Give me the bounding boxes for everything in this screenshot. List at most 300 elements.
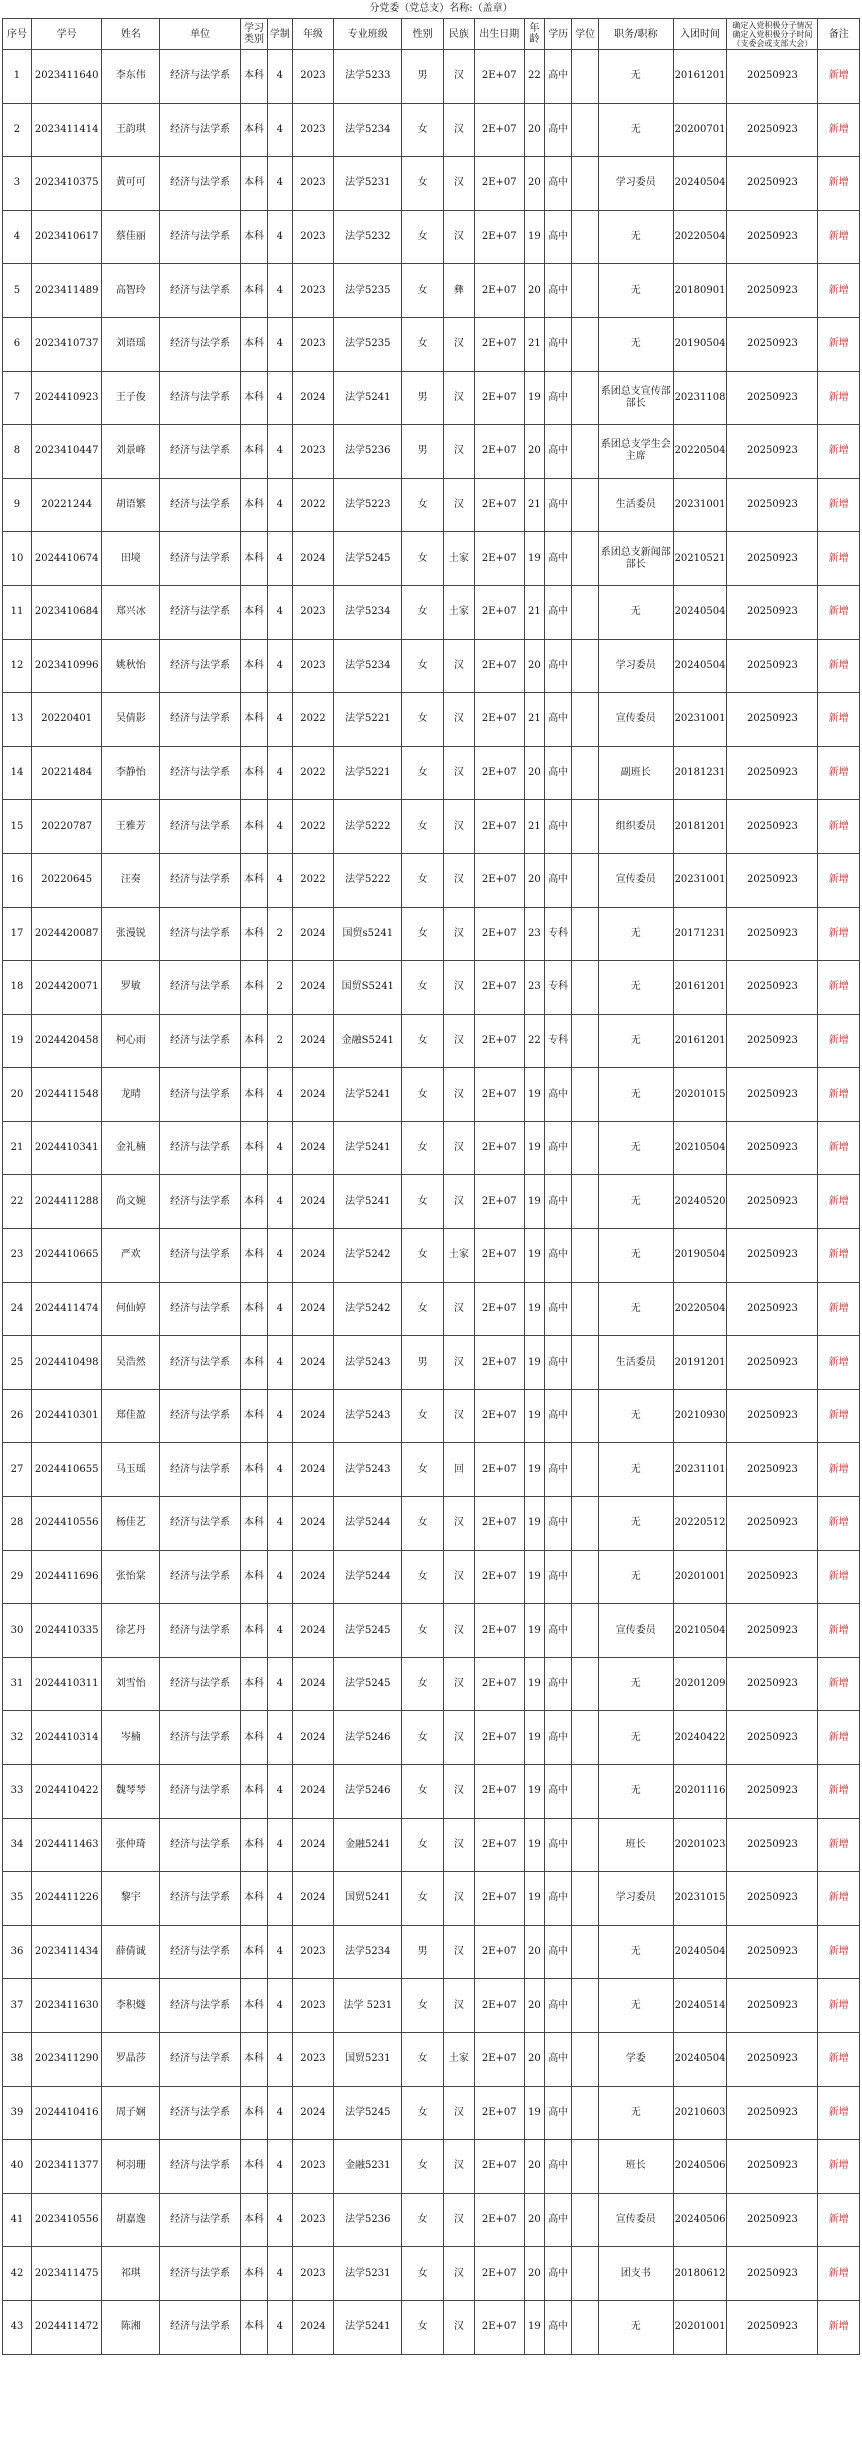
cell-ethnicity: 汉 bbox=[443, 478, 474, 532]
cell-ethnicity: 汉 bbox=[443, 1765, 474, 1819]
cell-student-id: 2024410335 bbox=[31, 1604, 101, 1658]
cell-student-id: 2024411226 bbox=[31, 1872, 101, 1926]
cell-duration: 4 bbox=[267, 746, 292, 800]
cell-league-date: 20190504 bbox=[673, 1229, 727, 1283]
cell-education: 高中 bbox=[545, 2300, 572, 2354]
col-header-name: 姓名 bbox=[102, 19, 160, 50]
cell-duration: 4 bbox=[267, 1229, 292, 1283]
cell-grade: 2024 bbox=[292, 907, 333, 961]
cell-remark: 新增 bbox=[818, 1336, 860, 1390]
cell-degree bbox=[572, 1497, 599, 1551]
cell-class: 法学5245 bbox=[334, 1657, 402, 1711]
cell-remark: 新增 bbox=[818, 1872, 860, 1926]
table-row bbox=[3, 532, 860, 586]
cell-birthdate: 2E+07 bbox=[474, 478, 524, 532]
cell-index: 32 bbox=[3, 1711, 32, 1765]
cell-ethnicity: 汉 bbox=[443, 157, 474, 211]
cell-ethnicity: 彝 bbox=[443, 264, 474, 318]
cell-degree bbox=[572, 425, 599, 479]
cell-degree bbox=[572, 693, 599, 747]
cell-ethnicity: 土家 bbox=[443, 585, 474, 639]
cell-position: 无 bbox=[599, 2300, 674, 2354]
cell-study-type: 本科 bbox=[241, 585, 268, 639]
cell-degree bbox=[572, 317, 599, 371]
cell-degree bbox=[572, 50, 599, 104]
cell-remark: 新增 bbox=[818, 2140, 860, 2194]
cell-ethnicity: 汉 bbox=[443, 1657, 474, 1711]
cell-age: 20 bbox=[524, 2032, 545, 2086]
cell-remark: 新增 bbox=[818, 1818, 860, 1872]
cell-name: 黎宇 bbox=[102, 1872, 160, 1926]
cell-education: 高中 bbox=[545, 1550, 572, 1604]
cell-age: 22 bbox=[524, 1014, 545, 1068]
cell-position: 宣传委员 bbox=[599, 853, 674, 907]
cell-grade: 2024 bbox=[292, 1765, 333, 1819]
cell-ethnicity: 汉 bbox=[443, 2086, 474, 2140]
cell-age: 23 bbox=[524, 907, 545, 961]
cell-remark: 新增 bbox=[818, 585, 860, 639]
cell-student-id: 20221484 bbox=[31, 746, 101, 800]
cell-duration: 4 bbox=[267, 425, 292, 479]
cell-class: 法学5232 bbox=[334, 210, 402, 264]
cell-ethnicity: 回 bbox=[443, 1443, 474, 1497]
cell-grade: 2023 bbox=[292, 585, 333, 639]
cell-grade: 2024 bbox=[292, 1014, 333, 1068]
table-row bbox=[3, 1979, 860, 2033]
cell-age: 19 bbox=[524, 1068, 545, 1122]
cell-class: 法学5244 bbox=[334, 1497, 402, 1551]
cell-age: 19 bbox=[524, 1872, 545, 1926]
cell-index: 3 bbox=[3, 157, 32, 211]
cell-student-id: 2023411414 bbox=[31, 103, 101, 157]
cell-birthdate: 2E+07 bbox=[474, 907, 524, 961]
cell-gender: 女 bbox=[402, 210, 443, 264]
cell-duration: 4 bbox=[267, 693, 292, 747]
cell-degree bbox=[572, 746, 599, 800]
cell-remark: 新增 bbox=[818, 1389, 860, 1443]
cell-index: 10 bbox=[3, 532, 32, 586]
cell-education: 高中 bbox=[545, 1068, 572, 1122]
cell-unit: 经济与法学系 bbox=[160, 1336, 241, 1390]
cell-student-id: 2023410556 bbox=[31, 2193, 101, 2247]
cell-index: 43 bbox=[3, 2300, 32, 2354]
cell-ethnicity: 汉 bbox=[443, 800, 474, 854]
cell-grade: 2023 bbox=[292, 1979, 333, 2033]
cell-grade: 2023 bbox=[292, 103, 333, 157]
cell-degree bbox=[572, 907, 599, 961]
cell-age: 21 bbox=[524, 478, 545, 532]
cell-grade: 2024 bbox=[292, 1550, 333, 1604]
table-row bbox=[3, 800, 860, 854]
cell-birthdate: 2E+07 bbox=[474, 264, 524, 318]
cell-grade: 2024 bbox=[292, 532, 333, 586]
cell-class: 法学5246 bbox=[334, 1765, 402, 1819]
cell-education: 高中 bbox=[545, 1657, 572, 1711]
cell-unit: 经济与法学系 bbox=[160, 693, 241, 747]
cell-activist-date: 20250923 bbox=[727, 2300, 818, 2354]
cell-student-id: 2024411288 bbox=[31, 1175, 101, 1229]
cell-index: 42 bbox=[3, 2247, 32, 2301]
cell-league-date: 20220504 bbox=[673, 1282, 727, 1336]
cell-position: 无 bbox=[599, 1443, 674, 1497]
cell-ethnicity: 汉 bbox=[443, 103, 474, 157]
cell-education: 高中 bbox=[545, 1818, 572, 1872]
cell-name: 王韵琪 bbox=[102, 103, 160, 157]
cell-birthdate: 2E+07 bbox=[474, 1818, 524, 1872]
cell-student-id: 2023410684 bbox=[31, 585, 101, 639]
cell-position: 无 bbox=[599, 1068, 674, 1122]
cell-class: 法学5236 bbox=[334, 2193, 402, 2247]
table-header-row bbox=[3, 19, 860, 50]
col-header-gender: 性别 bbox=[402, 19, 443, 50]
cell-study-type: 本科 bbox=[241, 264, 268, 318]
cell-age: 20 bbox=[524, 1925, 545, 1979]
cell-activist-date: 20250923 bbox=[727, 1872, 818, 1926]
cell-ethnicity: 汉 bbox=[443, 1550, 474, 1604]
cell-gender: 男 bbox=[402, 425, 443, 479]
cell-birthdate: 2E+07 bbox=[474, 1497, 524, 1551]
cell-remark: 新增 bbox=[818, 425, 860, 479]
cell-gender: 女 bbox=[402, 2032, 443, 2086]
table-row bbox=[3, 1925, 860, 1979]
cell-grade: 2023 bbox=[292, 639, 333, 693]
cell-league-date: 20210930 bbox=[673, 1389, 727, 1443]
cell-position: 学习委员 bbox=[599, 1872, 674, 1926]
cell-remark: 新增 bbox=[818, 800, 860, 854]
cell-birthdate: 2E+07 bbox=[474, 103, 524, 157]
cell-position: 系团总支学生会主席 bbox=[599, 425, 674, 479]
cell-league-date: 20240504 bbox=[673, 157, 727, 211]
cell-gender: 女 bbox=[402, 1550, 443, 1604]
cell-education: 高中 bbox=[545, 157, 572, 211]
cell-duration: 4 bbox=[267, 639, 292, 693]
cell-education: 高中 bbox=[545, 1282, 572, 1336]
table-row bbox=[3, 1550, 860, 1604]
cell-name: 岑楠 bbox=[102, 1711, 160, 1765]
cell-duration: 4 bbox=[267, 2193, 292, 2247]
cell-position: 班长 bbox=[599, 1818, 674, 1872]
cell-position: 生活委员 bbox=[599, 478, 674, 532]
cell-duration: 4 bbox=[267, 1068, 292, 1122]
cell-study-type: 本科 bbox=[241, 2032, 268, 2086]
cell-ethnicity: 汉 bbox=[443, 1068, 474, 1122]
cell-activist-date: 20250923 bbox=[727, 1443, 818, 1497]
cell-activist-date: 20250923 bbox=[727, 1229, 818, 1283]
cell-student-id: 2023410737 bbox=[31, 317, 101, 371]
cell-degree bbox=[572, 2247, 599, 2301]
cell-gender: 女 bbox=[402, 532, 443, 586]
table-row bbox=[3, 639, 860, 693]
cell-name: 胡嘉逸 bbox=[102, 2193, 160, 2247]
cell-duration: 4 bbox=[267, 1818, 292, 1872]
cell-ethnicity: 汉 bbox=[443, 2300, 474, 2354]
cell-class: 法学5241 bbox=[334, 2300, 402, 2354]
cell-league-date: 20210504 bbox=[673, 1604, 727, 1658]
cell-name: 李东伟 bbox=[102, 50, 160, 104]
cell-education: 高中 bbox=[545, 585, 572, 639]
cell-position: 系团总支新闻部部长 bbox=[599, 532, 674, 586]
cell-position: 无 bbox=[599, 210, 674, 264]
cell-index: 8 bbox=[3, 425, 32, 479]
cell-position: 无 bbox=[599, 317, 674, 371]
table-row bbox=[3, 961, 860, 1015]
cell-name: 薛倩诚 bbox=[102, 1925, 160, 1979]
cell-student-id: 2024410556 bbox=[31, 1497, 101, 1551]
cell-position: 组织委员 bbox=[599, 800, 674, 854]
table-row bbox=[3, 478, 860, 532]
cell-index: 27 bbox=[3, 1443, 32, 1497]
cell-position: 无 bbox=[599, 1657, 674, 1711]
cell-study-type: 本科 bbox=[241, 961, 268, 1015]
cell-unit: 经济与法学系 bbox=[160, 264, 241, 318]
cell-unit: 经济与法学系 bbox=[160, 103, 241, 157]
cell-grade: 2023 bbox=[292, 425, 333, 479]
cell-gender: 女 bbox=[402, 264, 443, 318]
cell-class: 法学 5231 bbox=[334, 1979, 402, 2033]
cell-grade: 2024 bbox=[292, 961, 333, 1015]
cell-age: 20 bbox=[524, 2247, 545, 2301]
cell-degree bbox=[572, 1175, 599, 1229]
cell-activist-date: 20250923 bbox=[727, 2193, 818, 2247]
cell-study-type: 本科 bbox=[241, 1068, 268, 1122]
cell-duration: 4 bbox=[267, 317, 292, 371]
cell-degree bbox=[572, 1765, 599, 1819]
table-row bbox=[3, 425, 860, 479]
col-header-grade: 年级 bbox=[292, 19, 333, 50]
cell-duration: 4 bbox=[267, 1282, 292, 1336]
cell-age: 19 bbox=[524, 1282, 545, 1336]
cell-position: 无 bbox=[599, 1014, 674, 1068]
cell-class: 法学5222 bbox=[334, 800, 402, 854]
cell-student-id: 2024410674 bbox=[31, 532, 101, 586]
cell-degree bbox=[572, 2300, 599, 2354]
cell-league-date: 20201023 bbox=[673, 1818, 727, 1872]
cell-index: 21 bbox=[3, 1121, 32, 1175]
cell-education: 高中 bbox=[545, 746, 572, 800]
cell-league-date: 20240506 bbox=[673, 2193, 727, 2247]
cell-position: 无 bbox=[599, 1979, 674, 2033]
cell-name: 柯心雨 bbox=[102, 1014, 160, 1068]
cell-education: 高中 bbox=[545, 532, 572, 586]
cell-age: 19 bbox=[524, 1389, 545, 1443]
cell-grade: 2022 bbox=[292, 800, 333, 854]
cell-class: 法学5231 bbox=[334, 2247, 402, 2301]
cell-activist-date: 20250923 bbox=[727, 1389, 818, 1443]
cell-gender: 女 bbox=[402, 157, 443, 211]
cell-activist-date: 20250923 bbox=[727, 1925, 818, 1979]
cell-class: 法学5245 bbox=[334, 1604, 402, 1658]
cell-age: 19 bbox=[524, 1229, 545, 1283]
cell-birthdate: 2E+07 bbox=[474, 639, 524, 693]
cell-ethnicity: 土家 bbox=[443, 2032, 474, 2086]
cell-education: 高中 bbox=[545, 478, 572, 532]
cell-duration: 4 bbox=[267, 2032, 292, 2086]
cell-degree bbox=[572, 2193, 599, 2247]
cell-index: 25 bbox=[3, 1336, 32, 1390]
cell-position: 无 bbox=[599, 103, 674, 157]
cell-student-id: 2024410416 bbox=[31, 2086, 101, 2140]
cell-birthdate: 2E+07 bbox=[474, 2193, 524, 2247]
cell-birthdate: 2E+07 bbox=[474, 693, 524, 747]
cell-name: 蔡佳丽 bbox=[102, 210, 160, 264]
table-row bbox=[3, 2300, 860, 2354]
cell-grade: 2023 bbox=[292, 317, 333, 371]
cell-index: 37 bbox=[3, 1979, 32, 2033]
cell-unit: 经济与法学系 bbox=[160, 1014, 241, 1068]
cell-name: 胡语繁 bbox=[102, 478, 160, 532]
cell-index: 38 bbox=[3, 2032, 32, 2086]
cell-degree bbox=[572, 2140, 599, 2194]
cell-position: 无 bbox=[599, 1711, 674, 1765]
cell-grade: 2024 bbox=[292, 1068, 333, 1122]
cell-education: 高中 bbox=[545, 1175, 572, 1229]
cell-degree bbox=[572, 800, 599, 854]
cell-name: 吴倩影 bbox=[102, 693, 160, 747]
cell-ethnicity: 汉 bbox=[443, 1711, 474, 1765]
cell-remark: 新增 bbox=[818, 1497, 860, 1551]
cell-index: 26 bbox=[3, 1389, 32, 1443]
cell-class: 国贸S5241 bbox=[334, 961, 402, 1015]
col-header-degree: 学位 bbox=[572, 19, 599, 50]
cell-study-type: 本科 bbox=[241, 1657, 268, 1711]
table-row bbox=[3, 2032, 860, 2086]
cell-unit: 经济与法学系 bbox=[160, 2247, 241, 2301]
cell-position: 无 bbox=[599, 1765, 674, 1819]
cell-league-date: 20231108 bbox=[673, 371, 727, 425]
cell-degree bbox=[572, 532, 599, 586]
cell-activist-date: 20250923 bbox=[727, 532, 818, 586]
cell-student-id: 2023410617 bbox=[31, 210, 101, 264]
table-row bbox=[3, 157, 860, 211]
cell-index: 9 bbox=[3, 478, 32, 532]
cell-activist-date: 20250923 bbox=[727, 1014, 818, 1068]
cell-student-id: 2023410447 bbox=[31, 425, 101, 479]
cell-birthdate: 2E+07 bbox=[474, 1282, 524, 1336]
cell-gender: 女 bbox=[402, 1872, 443, 1926]
cell-remark: 新增 bbox=[818, 1711, 860, 1765]
cell-index: 40 bbox=[3, 2140, 32, 2194]
cell-grade: 2023 bbox=[292, 2193, 333, 2247]
cell-league-date: 20220504 bbox=[673, 425, 727, 479]
cell-study-type: 本科 bbox=[241, 1497, 268, 1551]
cell-education: 高中 bbox=[545, 2086, 572, 2140]
cell-remark: 新增 bbox=[818, 1979, 860, 2033]
cell-degree bbox=[572, 1229, 599, 1283]
cell-age: 19 bbox=[524, 1604, 545, 1658]
cell-birthdate: 2E+07 bbox=[474, 210, 524, 264]
cell-grade: 2023 bbox=[292, 210, 333, 264]
cell-index: 15 bbox=[3, 800, 32, 854]
table-row bbox=[3, 1229, 860, 1283]
cell-unit: 经济与法学系 bbox=[160, 50, 241, 104]
cell-study-type: 本科 bbox=[241, 2300, 268, 2354]
cell-grade: 2024 bbox=[292, 1336, 333, 1390]
cell-age: 19 bbox=[524, 210, 545, 264]
cell-ethnicity: 汉 bbox=[443, 1497, 474, 1551]
cell-unit: 经济与法学系 bbox=[160, 1068, 241, 1122]
cell-ethnicity: 汉 bbox=[443, 1336, 474, 1390]
cell-activist-date: 20250923 bbox=[727, 1657, 818, 1711]
cell-age: 20 bbox=[524, 2193, 545, 2247]
cell-birthdate: 2E+07 bbox=[474, 1711, 524, 1765]
cell-ethnicity: 汉 bbox=[443, 639, 474, 693]
cell-age: 21 bbox=[524, 693, 545, 747]
cell-unit: 经济与法学系 bbox=[160, 1979, 241, 2033]
cell-student-id: 2024411548 bbox=[31, 1068, 101, 1122]
table-row bbox=[3, 1657, 860, 1711]
cell-activist-date: 20250923 bbox=[727, 1336, 818, 1390]
cell-birthdate: 2E+07 bbox=[474, 1979, 524, 2033]
cell-education: 高中 bbox=[545, 853, 572, 907]
cell-grade: 2024 bbox=[292, 2086, 333, 2140]
cell-age: 19 bbox=[524, 1711, 545, 1765]
cell-student-id: 2023411489 bbox=[31, 264, 101, 318]
cell-education: 专科 bbox=[545, 961, 572, 1015]
cell-birthdate: 2E+07 bbox=[474, 1765, 524, 1819]
cell-class: 法学5244 bbox=[334, 1550, 402, 1604]
cell-age: 19 bbox=[524, 532, 545, 586]
cell-class: 法学5234 bbox=[334, 1925, 402, 1979]
cell-unit: 经济与法学系 bbox=[160, 210, 241, 264]
cell-name: 黄可可 bbox=[102, 157, 160, 211]
cell-student-id: 2024410314 bbox=[31, 1711, 101, 1765]
cell-index: 28 bbox=[3, 1497, 32, 1551]
cell-duration: 2 bbox=[267, 961, 292, 1015]
cell-study-type: 本科 bbox=[241, 1979, 268, 2033]
cell-study-type: 本科 bbox=[241, 853, 268, 907]
cell-student-id: 20220401 bbox=[31, 693, 101, 747]
cell-education: 高中 bbox=[545, 1389, 572, 1443]
cell-duration: 4 bbox=[267, 478, 292, 532]
cell-unit: 经济与法学系 bbox=[160, 1121, 241, 1175]
cell-duration: 4 bbox=[267, 1925, 292, 1979]
cell-education: 高中 bbox=[545, 317, 572, 371]
cell-duration: 4 bbox=[267, 1497, 292, 1551]
cell-name: 柯羽珊 bbox=[102, 2140, 160, 2194]
cell-ethnicity: 汉 bbox=[443, 853, 474, 907]
cell-age: 19 bbox=[524, 1550, 545, 1604]
cell-degree bbox=[572, 371, 599, 425]
cell-gender: 女 bbox=[402, 2140, 443, 2194]
cell-gender: 女 bbox=[402, 1657, 443, 1711]
cell-name: 祁琪 bbox=[102, 2247, 160, 2301]
cell-class: 国贸5231 bbox=[334, 2032, 402, 2086]
cell-name: 张仲琦 bbox=[102, 1818, 160, 1872]
table-row bbox=[3, 746, 860, 800]
cell-position: 无 bbox=[599, 1282, 674, 1336]
cell-grade: 2024 bbox=[292, 1282, 333, 1336]
cell-study-type: 本科 bbox=[241, 1925, 268, 1979]
cell-student-id: 2024411472 bbox=[31, 2300, 101, 2354]
cell-gender: 女 bbox=[402, 639, 443, 693]
cell-gender: 女 bbox=[402, 1014, 443, 1068]
cell-unit: 经济与法学系 bbox=[160, 1925, 241, 1979]
cell-education: 高中 bbox=[545, 1497, 572, 1551]
cell-age: 19 bbox=[524, 1121, 545, 1175]
cell-age: 20 bbox=[524, 746, 545, 800]
cell-gender: 女 bbox=[402, 853, 443, 907]
table-row bbox=[3, 1336, 860, 1390]
cell-name: 马玉瑶 bbox=[102, 1443, 160, 1497]
cell-class: 法学5235 bbox=[334, 264, 402, 318]
cell-unit: 经济与法学系 bbox=[160, 1711, 241, 1765]
cell-student-id: 2023411290 bbox=[31, 2032, 101, 2086]
cell-ethnicity: 汉 bbox=[443, 210, 474, 264]
cell-study-type: 本科 bbox=[241, 1389, 268, 1443]
cell-remark: 新增 bbox=[818, 961, 860, 1015]
cell-ethnicity: 汉 bbox=[443, 1979, 474, 2033]
cell-ethnicity: 汉 bbox=[443, 1389, 474, 1443]
